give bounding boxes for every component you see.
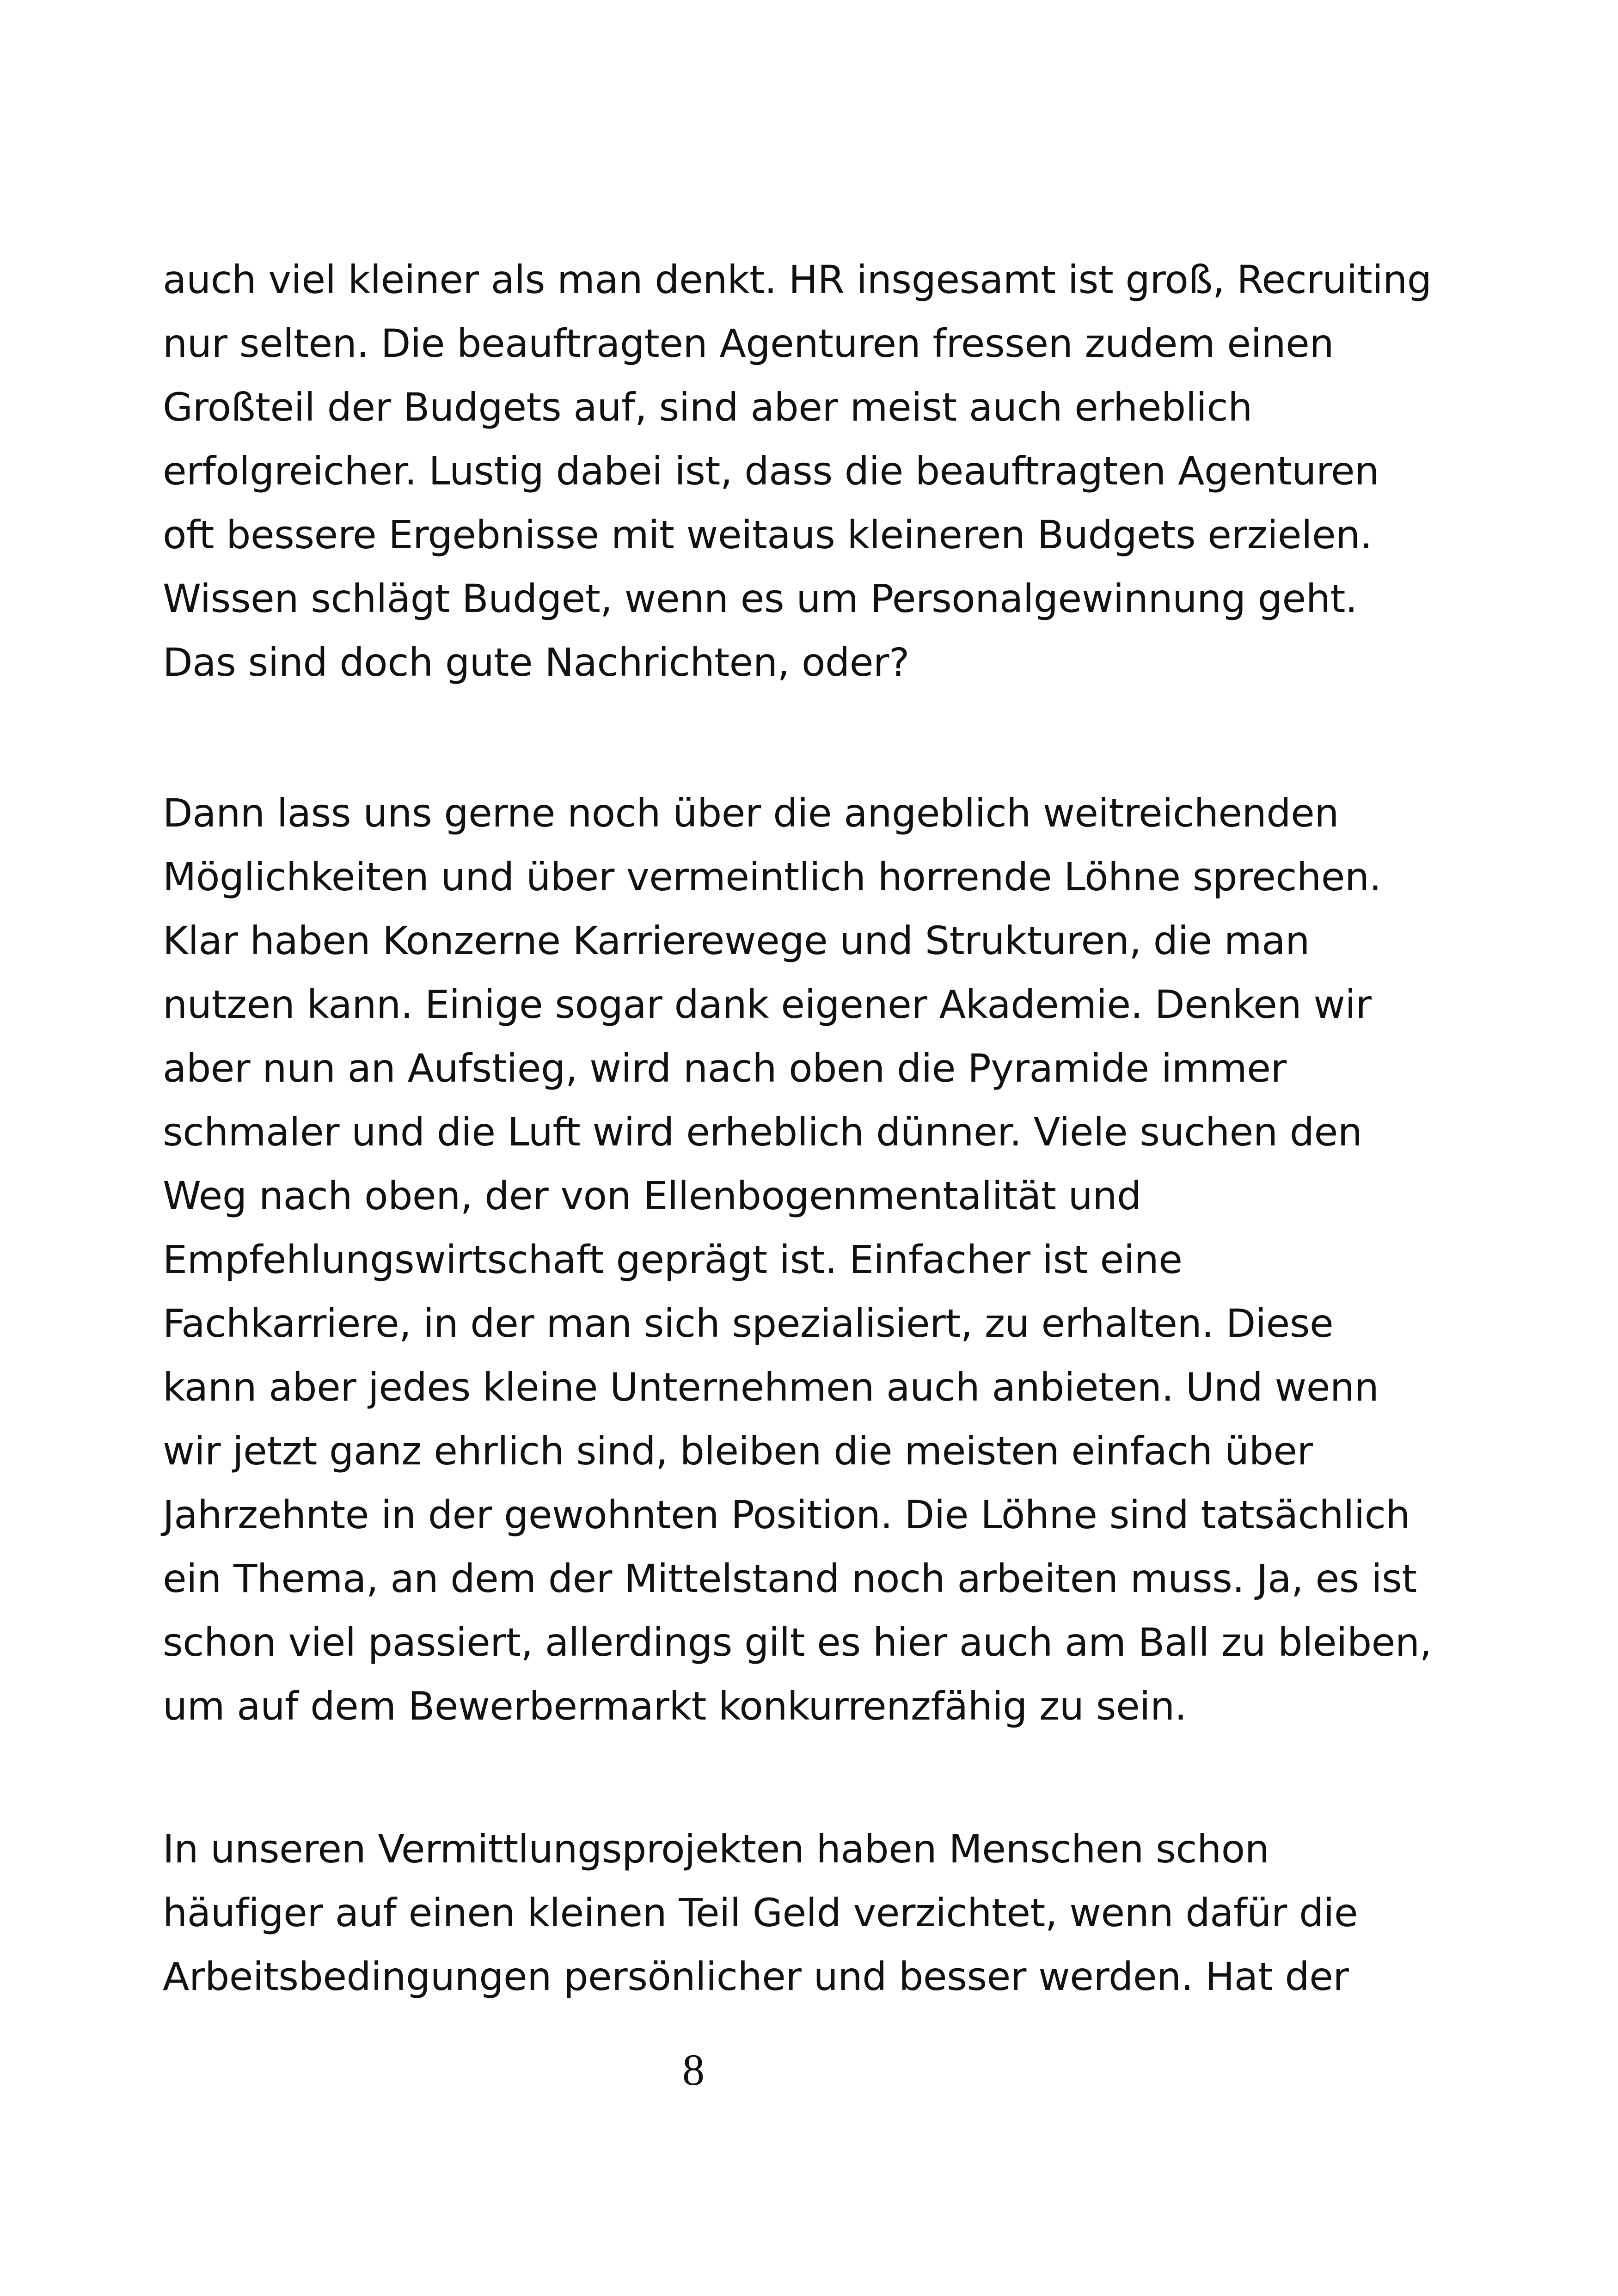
text-line: In unseren Vermittlungsprojekten haben Menschen schon: [163, 1826, 1269, 1872]
text-line: auch viel kleiner als man denkt. HR insgesamt ist groß, Recruiting: [163, 257, 1432, 302]
text-line: Das sind doch gute Nachrichten, oder?: [163, 640, 909, 685]
text-line: Weg nach oben, der von Ellenbogenmentalität und: [163, 1173, 1141, 1218]
text-line: schon viel passiert, allerdings gilt es hier auch am Ball zu bleiben,: [163, 1620, 1432, 1665]
text-line: Arbeitsbedingungen persönlicher und besser werden. Hat der: [163, 1954, 1349, 1999]
text-line: kann aber jedes kleine Unternehmen auch anbieten. Und wenn: [163, 1365, 1379, 1410]
text-line: erfolgreicher. Lustig dabei ist, dass die beauftragten Agenturen: [163, 448, 1379, 494]
text-line: Großteil der Budgets auf, sind aber meist auch erheblich: [163, 385, 1252, 430]
text-line: Jahrzehnte in der gewohnten Position. Die Löhne sind tatsächlich: [163, 1492, 1410, 1537]
page-number: 8: [682, 2045, 705, 2094]
text-line: Möglichkeiten und über vermeintlich horrende Löhne sprechen.: [163, 854, 1381, 900]
text-line: nur selten. Die beauftragten Agenturen fressen zudem einen: [163, 321, 1334, 366]
text-line: Empfehlungswirtschaft geprägt ist. Einfacher ist eine: [163, 1237, 1183, 1282]
paragraph-2: [163, 781, 1432, 1738]
paragraph-3: [163, 1817, 1429, 2008]
text-line: ein Thema, an dem der Mittelstand noch arbeiten muss. Ja, es ist: [163, 1556, 1417, 1601]
text-line: oft bessere Ergebnisse mit weitaus kleineren Budgets erzielen.: [163, 512, 1373, 557]
text-line: häufiger auf einen kleinen Teil Geld verzichtet, wenn dafür die: [163, 1890, 1358, 1935]
paragraph-1: [163, 248, 1432, 694]
text-line: schmaler und die Luft wird erheblich dünner. Viele suchen den: [163, 1109, 1362, 1155]
text-line: Klar haben Konzerne Karrierewege und Strukturen, die man: [163, 918, 1310, 963]
text-line: Wissen schlägt Budget, wenn es um Personalgewinnung geht.: [163, 576, 1358, 621]
text-line: aber nun an Aufstieg, wird nach oben die Pyramide immer: [163, 1046, 1287, 1091]
text-line: nutzen kann. Einige sogar dank eigener Akademie. Denken wir: [163, 982, 1372, 1027]
text-line: wir jetzt ganz ehrlich sind, bleiben die meisten einfach über: [163, 1428, 1313, 1474]
text-line: Dann lass uns gerne noch über die angeblich weitreichenden: [163, 790, 1339, 836]
text-line: Fachkarriere, in der man sich spezialisiert, zu erhalten. Diese: [163, 1301, 1334, 1346]
text-line: um auf dem Bewerbermarkt konkurrenzfähig zu sein.: [163, 1684, 1187, 1729]
